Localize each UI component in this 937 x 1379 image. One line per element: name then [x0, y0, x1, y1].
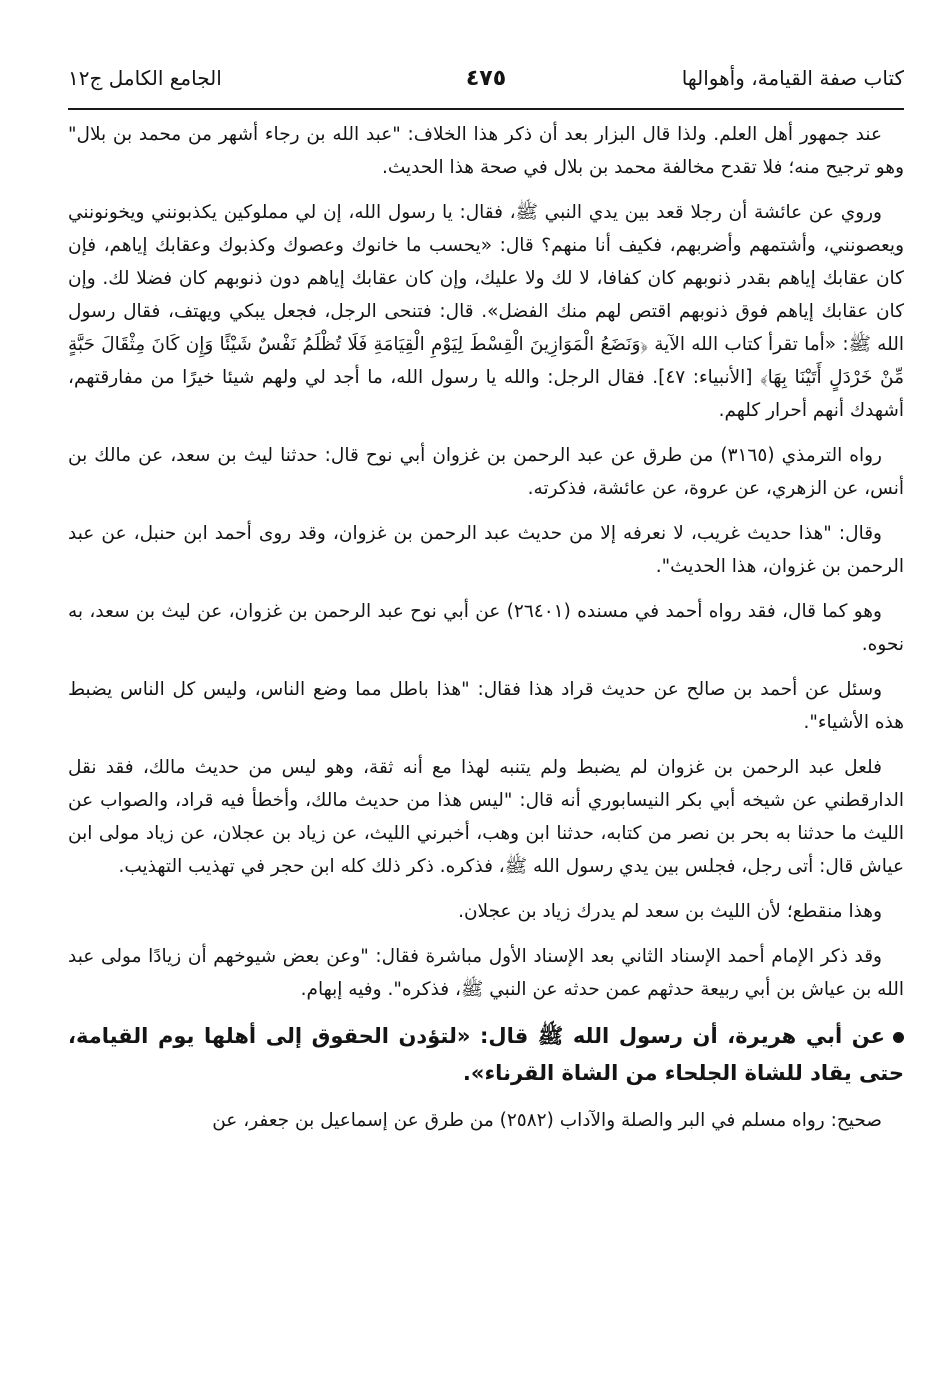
paragraph: وقد ذكر الإمام أحمد الإسناد الثاني بعد الإسناد الأول مباشرة فقال: "وعن بعض شيوخهم أن زيادًا مولى عبد الله بن عياش بن أبي ربيعة حدثهم عمن حدثه عن النبي ﷺ، فذكره". وفيه إبهام.	[68, 946, 904, 1000]
page-body	[68, 118, 904, 1137]
running-header	[68, 62, 904, 108]
paragraph: عند جمهور أهل العلم. ولذا قال البزار بعد أن ذكر هذا الخلاف: "عبد الله بن رجاء أشهر من محمد بن بلال" وهو ترجيح منه؛ فلا تقدح مخالفة محمد بن بلال في صحة هذا الحديث.	[68, 124, 904, 178]
hadith-body: عن أبي هريرة، أن رسول الله ﷺ قال: «لتؤدن الحقوق إلى أهلها يوم القيامة، حتى يقاد للشاة الجلحاء من الشاة القرناء».	[68, 1024, 904, 1085]
paragraph: فلعل عبد الرحمن بن غزوان لم يضبط ولم يتنبه لهذا مع أنه ثقة، وهو ليس من حديث مالك، فقد نقل الدارقطني عن شيخه أبي بكر النيسابوري أنه قال: "ليس هذا من حديث مالك، وأخطأ فيه قراد، والصواب عن الليث ما حدثنا به بحر بن نصر من كتابه، حدثنا ابن وهب، أخبرني الليث، عن زياد بن عجلان، عن زياد مولى ابن عياش قال: أتى رجل، فجلس بين يدي رسول الله ﷺ، فذكره. ذكر ذلك كله ابن حجر في تهذيب التهذيب.	[68, 757, 904, 877]
collection-title: الجامع الكامل ج١٢	[68, 66, 222, 90]
header-rule	[68, 108, 904, 110]
paragraph: رواه الترمذي (٣١٦٥) من طرق عن عبد الرحمن بن غزوان أبي نوح قال: حدثنا ليث بن سعد، عن مالك بن أنس، عن الزهري، عن عروة، عن عائشة، فذكرته.	[68, 445, 904, 499]
closing-paragraph: صحيح: رواه مسلم في البر والصلة والآداب (٢٥٨٢) من طرق عن إسماعيل بن جعفر، عن	[212, 1110, 882, 1131]
paragraph: وسئل عن أحمد بن صالح عن حديث قراد هذا فقال: "هذا باطل مما وضع الناس، وليس كل الناس يضبط هذه الأشياء".	[68, 679, 904, 733]
page-number: ٤٧٥	[465, 66, 507, 91]
book-page	[68, 62, 904, 1359]
bullet-icon	[893, 1032, 904, 1043]
paragraph: وهذا منقطع؛ لأن الليث بن سعد لم يدرك زياد بن عجلان.	[458, 901, 882, 922]
hadith-text	[68, 1018, 904, 1092]
paragraph: وروي عن عائشة أن رجلا قعد بين يدي النبي ﷺ، فقال: يا رسول الله، إن لي مملوكين يكذبونني ويخونونني ويعصونني، وأشتمهم وأضربهم، فكيف أنا منهم؟ قال: «يحسب ما خانوك وعصوك وكذبوك وعقابك إياهم، فإن كان عقابك إياهم بقدر ذنوبهم كان كفافا، لا لك ولا عليك، وإن كان عقابك إياهم دون ذنوبهم كان فضلا لك. وإن كان عقابك إياهم فوق ذنوبهم اقتص لهم منك الفضل». قال: فتنحى الرجل، فجعل يبكي ويهتف، فقال رسول الله ﷺ: «أما تقرأ كتاب الله الآية ﴿وَنَضَعُ الْمَوَازِينَ الْقِسْطَ لِيَوْمِ الْقِيَامَةِ فَلَا تُظْلَمُ نَفْسٌ شَيْئًا وَإِن كَانَ مِثْقَالَ حَبَّةٍ مِّنْ خَرْدَلٍ أَتَيْنَا بِهَا﴾ [الأنبياء: ٤٧]. فقال الرجل: والله يا رسول الله، ما أجد لي ولهم شيئا خيرًا من مفارقتهم، أشهدك أنهم أحرار كلهم.	[68, 202, 904, 421]
book-title: كتاب صفة القيامة، وأهوالها	[681, 66, 904, 90]
paragraph: وقال: "هذا حديث غريب، لا نعرفه إلا من حديث عبد الرحمن بن غزوان، وقد روى أحمد ابن حنبل، عن عبد الرحمن بن غزوان، هذا الحديث".	[68, 523, 904, 577]
paragraph: وهو كما قال، فقد رواه أحمد في مسنده (٢٦٤٠١) عن أبي نوح عبد الرحمن بن غزوان، عن ليث بن سعد، به نحوه.	[68, 601, 904, 655]
